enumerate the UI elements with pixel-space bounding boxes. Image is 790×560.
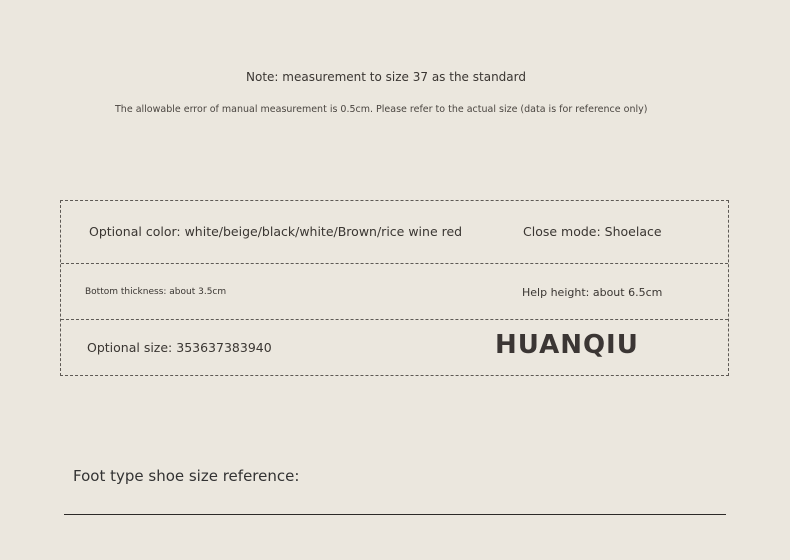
help-height-text: Help height: about 6.5cm bbox=[522, 286, 663, 299]
note-subtitle: The allowable error of manual measurement is 0.5cm. Please refer to the actual size (data is for reference only) bbox=[115, 104, 648, 115]
note-title: Note: measurement to size 37 as the standard bbox=[246, 70, 526, 84]
foot-type-title: Foot type shoe size reference: bbox=[73, 467, 300, 485]
bottom-thickness-text: Bottom thickness: about 3.5cm bbox=[85, 287, 227, 297]
row-divider bbox=[61, 319, 728, 320]
optional-color-text: Optional color: white/beige/black/white/Brown/rice wine red bbox=[89, 224, 463, 239]
foot-section-rule bbox=[64, 514, 726, 515]
row-divider bbox=[61, 263, 728, 264]
spec-table bbox=[60, 200, 729, 376]
close-mode-text: Close mode: Shoelace bbox=[523, 224, 662, 239]
optional-size-text: Optional size: 353637383940 bbox=[87, 340, 272, 355]
brand-logo: HUANQIU bbox=[495, 330, 639, 360]
